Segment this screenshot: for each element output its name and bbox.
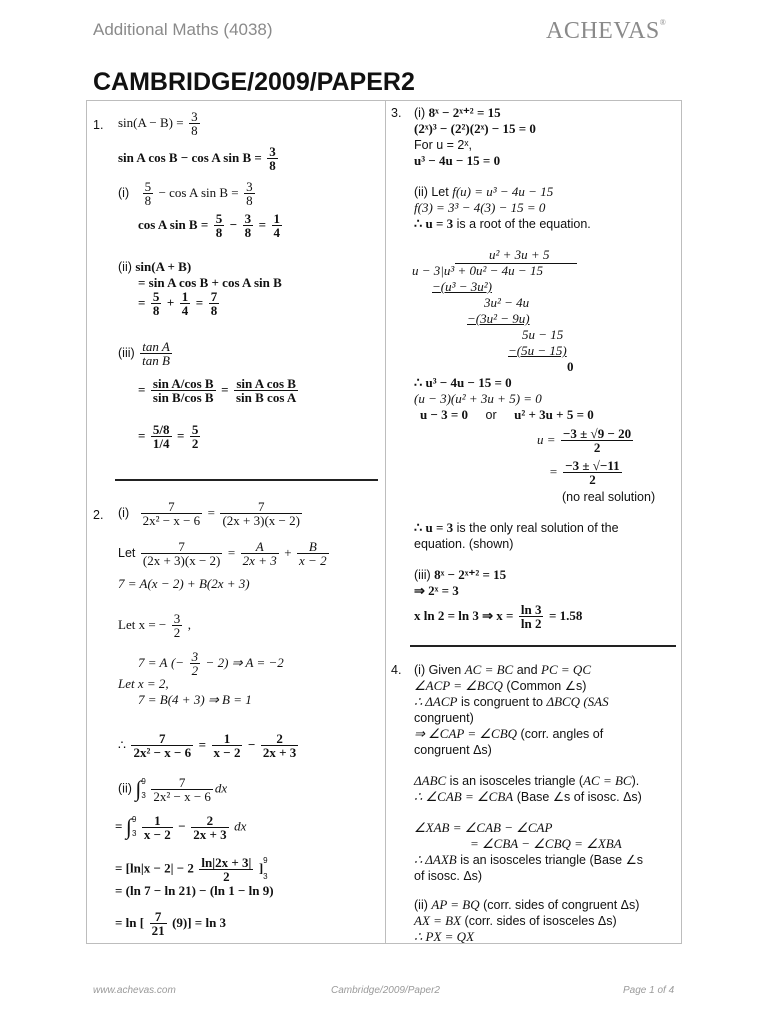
q2-let-x [118,612,191,639]
q2-ii-frac2: $\frac{2}{2x + 3}$ [193,812,227,842]
ld-step1 [432,280,492,294]
q4-line14 [414,914,617,928]
q3-ii-l3a: ∴ u = 3 [414,216,454,231]
q1-ii-line2-text: = sin A cos B + cos A sin B [138,275,282,290]
q2-ii-line3 [115,853,268,885]
course-label: Additional Maths (4038) [93,20,273,39]
q2-res-minus: − [247,736,256,752]
q4-line3 [414,695,609,709]
q1-i2-lhs: cos A sin B = [138,216,209,232]
q2-res-frac2: $\frac{1}{x - 2}$ [213,731,241,760]
q4-line13 [414,898,639,912]
q3-c2-text: equation. (shown) [414,537,514,551]
q2-ii-l4-text: = (ln 7 − ln 21) − (ln 1 − ln 9) [115,883,274,898]
q3-c1b: is the only real solution of the [456,521,619,535]
q4-line2 [414,679,586,693]
q3-no-real-text: (no real solution) [562,490,656,504]
q2-ii-l3-end: ] [258,860,264,876]
q4-l5a: ⇒ ∠CAP = ∠CBQ [414,726,518,741]
q4-line1 [414,663,591,677]
q1-expansion [118,145,280,172]
q3-q4-separator [410,645,676,647]
q4-line12 [414,869,482,883]
q1-iii-frac: $\frac{\text{tan A}}{\text{tan B}}$ [142,339,170,368]
ld-rem3-text: 0 [567,359,574,374]
integral-sign: ∫ [135,776,142,801]
ld-quotient-text: u² + 3u + 5 [489,247,550,262]
q1-iii-eq3: = [138,427,146,443]
brand-mark: ® [659,18,667,27]
ld-step3-text: −(5u − 15) [508,343,567,358]
q1-part-iii [118,340,174,367]
q2-ii-l5-pre: = ln [ [115,914,145,930]
q2-pf-a: $\frac{A}{2x + 3}$ [242,539,277,568]
q1-iii-eq4: = [177,427,185,443]
q3-iii-l3a: x ln 2 = ln 3 ⇒ x = [414,607,514,623]
q1-iii-eq2: = [221,381,229,397]
q1-iii-compound4: $\frac{5}{2}$ [191,422,199,451]
q3-quadratic2 [549,459,624,486]
q2-ii-l5-frac: $\frac{7}{21}$ [151,909,165,938]
q2-let-x2-text: Let x = 2, [118,676,169,691]
q3-i-line2 [414,122,536,136]
q4-l13b: AP = BQ [431,897,480,912]
q2-int-dx: dx [214,780,228,796]
q2-sub-a [138,650,284,677]
q1-expansion-fraction: $\frac{3}{8}$ [269,144,276,173]
q4-l6-text: congruent Δs) [414,743,492,757]
q2-pf-plus: + [284,544,292,560]
q4-l1c: and [516,663,538,677]
q2-ii-frac1: $\frac{1}{x - 2}$ [143,812,171,842]
q2-i-label: (i) [118,505,130,520]
q2-therefore: ∴ [118,737,126,752]
q1-i2-frac1: $\frac{5}{8}$ [215,211,223,240]
q4-line4 [414,711,474,725]
q3-f3a: u − 3 = 0 [420,407,469,422]
q3-f3or: or [485,408,497,422]
q4-line6 [414,743,492,757]
ld-rem1-text: 3u² − 4u [484,295,530,310]
q1-iii-compound3: $\frac{5/8}{1/4}$ [152,422,170,451]
q1-i2-minus: − [229,216,238,232]
q3-quad1-frac: $\frac{-3 \pm √9 - 20}{2}$ [563,426,632,455]
q4-l14a: AX = BX [414,913,462,928]
q2-part-i [118,500,304,527]
q2-sub-a-end: − 2) ⇒ A = −2 [205,654,284,670]
q4-l4-text: congruent) [414,711,474,725]
ld-rem2 [522,328,563,342]
q4-l9-text: ∠XAB = ∠CAB − ∠CAP [414,820,553,835]
q2-let-label: Let [118,545,136,560]
q2-result [118,732,300,759]
q1-ii-frac1: $\frac{5}{8}$ [152,289,160,318]
q4-l10-text: = ∠CBA − ∠CBQ = ∠XBA [470,836,622,851]
q2-i-frac2: $\frac{7}{(2x + 3)(x - 2)}$ [222,499,300,528]
q2-int-frac: $\frac{7}{\text{2x² − x − 6}}$ [153,774,211,804]
q1-stem [118,110,202,137]
column-divider [385,100,386,944]
q3-i-l1: 8ˣ − 2ˣ⁺² = 15 [428,105,501,120]
q1-ii-frac3: $\frac{7}{8}$ [210,289,218,318]
q1-stem-fraction: $\frac{3}{8}$ [191,109,198,138]
q2-partial-fractions [118,540,331,567]
q3-number: 3. [391,106,402,120]
q3-conclusion1 [414,521,619,535]
q3-f1-text: ∴ u³ − 4u − 15 = 0 [414,375,512,390]
q1-ii-eq: = [138,294,146,310]
q1-i-frac2: $\frac{3}{8}$ [246,179,253,208]
q2-ii-dx: dx [234,818,247,834]
q3-c1a: ∴ u = 3 [414,520,454,535]
q4-l2a: ∠ACP = ∠BCQ [414,678,503,693]
q3-i-label: (i) [414,106,426,120]
q3-conclusion2 [414,537,513,551]
q2-ii-minus: − [178,818,186,834]
q2-identity [118,577,250,591]
q4-l1b: AC = BC [464,662,514,677]
integral-sign-2: ∫ [125,814,132,839]
q3-i-line4 [414,154,500,168]
q1-iii-line2 [138,377,300,404]
q3-quad2-frac: $\frac{-3 \pm √-11}{2}$ [565,458,620,487]
q3-iii-label: (iii) [414,568,431,582]
q4-l8b: (Base ∠s of isosc. Δs) [516,790,642,804]
q2-sub-a-pre: 7 = A [138,654,168,670]
q1-number: 1. [93,118,104,132]
q1-i-frac1: $\frac{5}{8}$ [144,179,152,208]
q3-quadratic1 [537,427,635,454]
q3-iii-l2-text: ⇒ 2ˣ = 3 [414,583,459,598]
q3-i-l4-text: u³ − 4u − 15 = 0 [414,153,501,168]
q3-iii-line2 [414,584,459,598]
q4-l14b: (corr. sides of isosceles Δs) [464,914,617,928]
q2-let-x-text: Let x = − [118,616,167,632]
q3-iii-l3b: = 1.58 [548,607,583,623]
q4-line5 [414,727,603,741]
q3-f2-text: (u − 3)(u² + 3u + 5) = 0 [414,391,542,406]
q2-let-x-frac: $\frac{3}{2}$ [173,611,181,640]
q2-ii-line5 [115,910,226,937]
q3-ii-label: (ii) Let [414,185,449,199]
q3-ii-line1 [414,185,553,199]
q4-l11b: is an isosceles triangle (Base ∠s [460,853,644,867]
q2-ii-limits: 9 3 [131,815,137,838]
q1-i2-eq: = [258,216,267,232]
ld-step1-text: −(u³ − 3u²) [432,279,492,294]
q4-l1d: PC = QC [541,662,591,677]
ld-step2 [467,312,530,326]
q3-i-l2-text: (2ˣ)³ − (2²)(2ˣ) − 15 = 0 [414,121,536,136]
q4-line15 [414,930,474,944]
q1-ii-label: (ii) [118,260,132,274]
q4-l13a: (ii) [414,898,428,912]
q2-pf-frac: $\frac{7}{(2x + 3)(x - 2)}$ [142,539,221,568]
q1-ii-eq2: = [195,294,204,310]
ld-rem2-text: 5u − 15 [522,327,564,342]
q2-sub-a-mid: (− [170,654,185,670]
q4-l5b: (corr. angles of [520,727,604,741]
q2-sub-b-text: 7 = B(4 + 3) ⇒ B = 1 [138,692,252,707]
q1-i-mid: − cos A sin B = [158,184,239,200]
q3-factor-line2 [414,392,542,406]
q1-part-i [118,180,257,207]
q2-ii-l5-end: (9)] = ln 3 [172,914,227,930]
q3-factor-line3 [420,408,594,422]
q1-iii-compound1: $\frac{\text{sin A/cos B}}{\text{sin B/cos B}}$ [152,376,214,405]
brand-logo [546,18,666,45]
q3-iii-line1 [414,568,506,582]
brand-name: ACHEVAS [546,18,660,44]
footer-document: Cambridge/2009/Paper2 [331,985,440,996]
q3-f3b: u² + 3u + 5 = 0 [514,407,594,422]
q1-ii-plus: + [166,294,175,310]
q3-iii-frac: $\frac{\ln 3}{\ln 2}$ [520,602,542,631]
ld-rem3 [567,360,574,374]
ld-step3 [508,344,567,358]
q1-expansion-text: sin A cos B − cos A sin B = [118,149,262,165]
q2-sub-b [138,693,252,707]
q4-l7b: is an isosceles triangle ( [449,774,584,788]
q2-res-frac1: $\frac{7}{\text{2x² − x − 6}}$ [133,731,192,760]
q4-l8a: ∴ ∠CAB = ∠CBA [414,789,514,804]
q1-part-ii [118,260,191,274]
ld-quotient [489,248,549,262]
q2-res-eq: = [198,736,207,752]
q2-identity-text: 7 = A(x − 2) + B(2x + 3) [118,576,250,591]
q1-ii-line1: sin(A + B) [135,259,192,274]
q4-l13c: (corr. sides of congruent Δs) [483,898,640,912]
q4-line11 [414,853,643,867]
q3-ii-l2-text: f(3) = 3³ − 4(3) − 15 = 0 [414,200,546,215]
q4-line7 [414,774,639,788]
q4-l7a: ΔABC [414,773,447,788]
q3-iii-l1: 8ˣ − 2ˣ⁺² = 15 [434,567,507,582]
q4-l12-text: of isosc. Δs) [414,869,483,883]
q4-line8 [414,790,642,804]
ld-dividend [412,264,543,278]
q3-i-line3 [414,138,472,152]
footer-website: www.achevas.com [93,985,176,996]
q1-iii-compound2: $\frac{\text{sin A cos B}}{\text{sin B cos A}}$ [235,376,297,405]
q3-ii-l1: f(u) = u³ − 4u − 15 [452,184,554,199]
q2-sub-a-frac: $\frac{3}{2}$ [191,649,199,678]
q2-res-frac3: $\frac{2}{2x + 3}$ [262,731,297,760]
q1-ii-line2 [138,276,282,290]
q3-i-l3-text: For u = 2ˣ, [414,138,472,152]
q1-q2-separator [115,479,378,481]
q2-pf-b: $\frac{B}{x - 2}$ [299,539,327,568]
q4-l11a: ∴ ΔAXB [414,852,457,867]
q2-ii-line2 [115,813,246,841]
q1-i2-frac2: $\frac{3}{8}$ [244,211,252,240]
q4-line10 [470,837,622,851]
q2-int-limits: 9 3 [141,777,146,800]
q3-iii-line3 [414,603,582,630]
q1-stem-text: sin(A − B) = [118,114,184,130]
q4-l2b: (Common ∠s) [506,679,587,693]
q2-let-x-end: , [187,616,191,632]
q1-i2-frac3: $\frac{1}{4}$ [273,211,281,240]
q2-pf-eq: = [227,544,236,560]
ld-rem1 [484,296,529,310]
q3-ii-line2 [414,201,545,215]
q4-number: 4. [391,663,402,677]
q3-no-real [562,490,655,504]
q4-l7c: AC = BC [583,773,632,788]
q2-ii-l3-limits: 9 3 [263,856,268,881]
q3-ii-line3 [414,217,591,231]
q1-iii-eq1: = [138,381,146,397]
q4-l3b: is congruent to [460,695,543,709]
q2-ii-line4 [115,884,274,898]
footer-page-number: Page 1 of 4 [623,985,675,996]
q4-line9 [414,821,552,835]
q2-ii-l3-pre: = [ln|x − 2| − 2 [115,860,194,876]
q3-ii-l3b: is a root of the equation. [456,217,591,231]
q3-quad1-pre: u = [537,431,556,447]
q2-ii-eq: = [115,818,123,834]
q1-i-label: (i) [118,185,130,200]
q3-i-line1 [414,106,501,120]
q2-i-frac1: $\frac{7}{\text{2x² − x − 6}}$ [142,499,201,528]
q4-l1a: (i) Given [414,663,462,677]
q1-iii-line3 [138,423,202,450]
q2-ii-l3-frac: $\frac{\ln|2x + 3|}{2}$ [201,854,252,884]
q2-let-x2 [118,677,169,691]
q1-iii-label: (iii) [118,345,135,360]
q4-l3a: ∴ ΔACP [414,694,458,709]
q2-ii-label: (ii) [118,781,132,796]
ld-step2-text: −(3u² − 9u) [467,311,530,326]
q1-ii-line3 [138,290,221,317]
q2-i-eq: = [207,504,215,520]
q3-quad2-pre: = [549,463,558,479]
ld-dividend-text: u − 3|u³ + 0u² − 4u − 15 [412,263,543,278]
q4-l3c: ΔBCQ (SAS [546,694,609,709]
q4-l7d: ). [631,774,640,788]
q3-factor-line1 [414,376,512,390]
q1-ii-frac2: $\frac{1}{4}$ [181,289,189,318]
q2-number: 2. [93,508,104,522]
q2-part-ii [118,775,227,803]
q4-l15-text: ∴ PX = QX [414,929,475,944]
q1-part-i-result [138,212,284,239]
page-title: CAMBRIDGE/2009/PAPER2 [93,68,415,96]
